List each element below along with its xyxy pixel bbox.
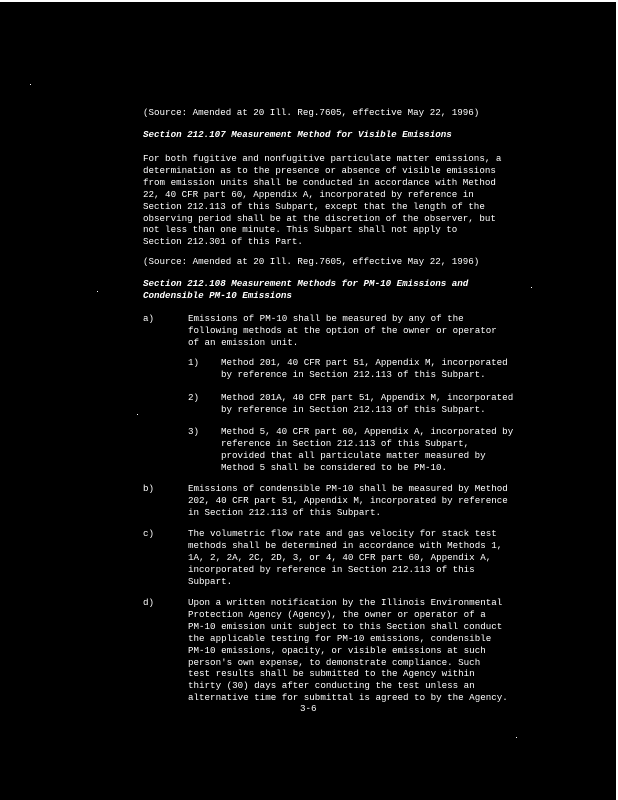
section-212-108-heading: Section 212.108 Measurement Methods for PM-10 Emissions and Condensible PM-10 Emissions [143,278,469,301]
source-note: (Source: Amended at 20 Ill. Reg.7605, effective May 22, 1996) [143,256,480,267]
subitem-text-3: Method 5, 40 CFR part 60, Appendix A, incorporated by reference in Section 212.113 of this Subpart, provided that all particulate matter measured by Method 5 shall be considered to be PM-10. [221,426,514,473]
subitem-label-1: 1) [188,357,200,368]
section-212-107-heading: Section 212.107 Measurement Method for Visible Emissions [143,129,452,140]
item-text-c: The volumetric flow rate and gas velocity for stack test methods shall be determined in accordance with Methods 1, 1A, 2, 2A, 2C, 2D, 3, or 4, 40 CFR part 60, Appendix A, incorporated by reference in Section 212.113 of this Subpart. [188,528,503,587]
scan-speck [97,291,98,292]
item-label-d: d) [143,597,155,608]
item-text-a: Emissions of PM-10 shall be measured by any of the following methods at the option of the owner or operator of an emission unit. [188,313,497,348]
scan-edge-top [0,0,618,2]
scan-speck [137,414,138,415]
source-note: (Source: Amended at 20 Ill. Reg.7605, effective May 22, 1996) [143,107,480,118]
subitem-text-2: Method 201A, 40 CFR part 51, Appendix M, incorporated by reference in Section 212.113 of this Subpart. [221,392,514,415]
subitem-text-1: Method 201, 40 CFR part 51, Appendix M, incorporated by reference in Section 212.113 of this Subpart. [221,357,508,380]
item-text-d: Upon a written notification by the Illinois Environmental Protection Agency (Agency), the owner or operator of a PM-10 emission unit subject to this Section shall conduct the applicable testing for PM-10 emissions, condensible PM-10 emissions, opacity, or visible emissions at such person's own expense, to demonstrate compliance. Such test results shall be submitted to the Agency within thirty (30) days after conducting the test unless an alternative time for submittal is agreed to by the Agency. [188,597,508,704]
item-label-c: c) [143,528,155,539]
item-label-a: a) [143,313,155,324]
page-number: 3-6 [300,703,317,714]
item-label-b: b) [143,483,155,494]
subitem-label-2: 2) [188,392,200,403]
section-212-107-body: For both fugitive and nonfugitive particulate matter emissions, a determination as to the presence or absence of visible emissions from emission units shall be conducted in accordance with Method 22, 40 CFR part 60, Appendix A, incorporated by reference in Section 212.113 of this Subpart, except that the length of the observing period shall be at the discretion of the observer, but not less than one minute. This Subpart shall not apply to Section 212.301 of this Part. [143,153,502,248]
scan-speck [30,84,31,85]
item-text-b: Emissions of condensible PM-10 shall be measured by Method 202, 40 CFR part 51, Appendix M, incorporated by reference in Section 212.113 of this Subpart. [188,483,508,518]
subitem-label-3: 3) [188,426,200,437]
scan-speck [516,737,517,738]
